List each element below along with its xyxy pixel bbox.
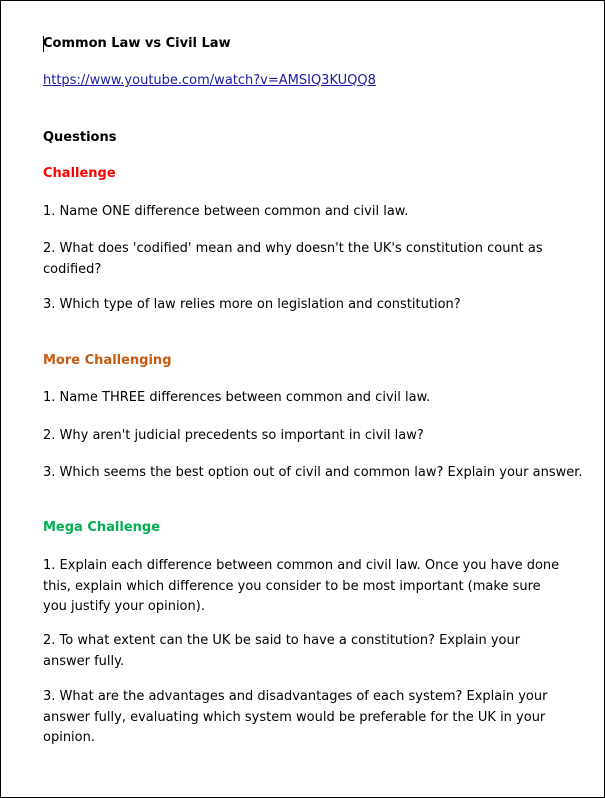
section-heading-more-challenging: More Challenging [43,353,172,368]
question-item: 2. What does 'codified' mean and why doesn't the UK's constitution count as codified? [43,241,543,277]
question-item: 2. To what extent can the UK be said to have a constitution? Explain your answer fully. [43,633,521,669]
document-title: Common Law vs Civil Law [43,36,231,51]
question-item: 1. Name ONE difference between common and civil law. [43,204,409,219]
question-item: 1. Name THREE differences between common and civil law. [43,390,431,405]
question-item: 3. Which seems the best option out of civil and common law? Explain your answer. [43,465,583,480]
questions-heading: Questions [43,130,117,145]
question-item: 2. Why aren't judicial precedents so important in civil law? [43,428,424,443]
section-heading-mega-challenge: Mega Challenge [43,520,161,535]
video-link[interactable]: https://www.youtube.com/watch?v=AMSIQ3KUQQ8 [43,73,376,88]
question-item: 3. What are the advantages and disadvantages of each system? Explain your answer fully, evaluating which system would be preferable for the UK in your opinion. [43,689,548,745]
question-item: 1. Explain each difference between common and civil law. Once you have done this, explain which difference you consider to be most important (make sure you justify your opinion). [43,558,560,614]
question-item: 3. Which type of law relies more on legislation and constitution? [43,297,461,312]
section-heading-challenge: Challenge [43,166,116,181]
